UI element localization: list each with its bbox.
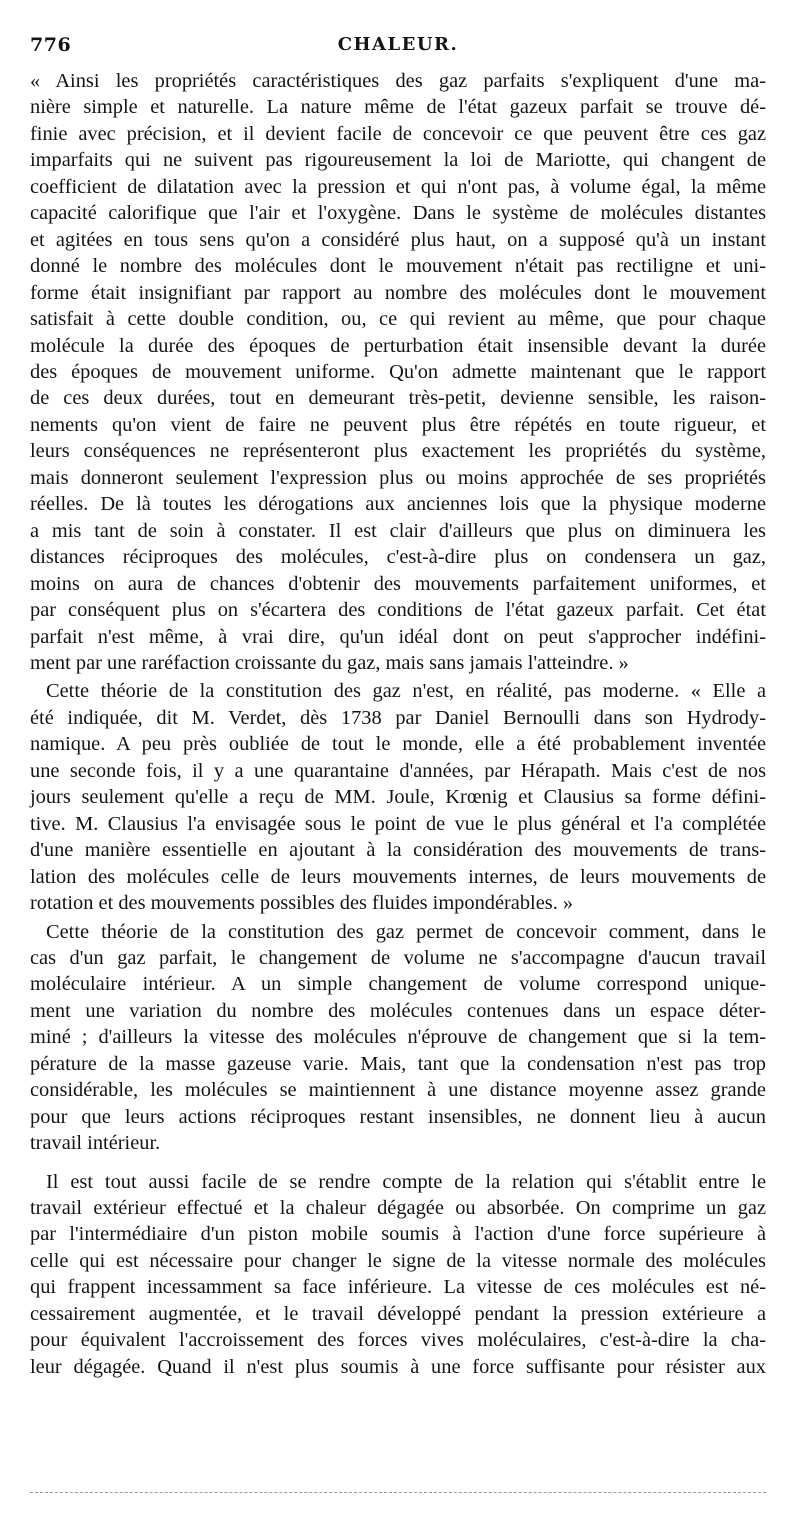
text-line: jours seulement qu'elle a reçu de MM. Joule, Krœnig et Clausius sa forme défini- bbox=[30, 786, 766, 809]
text-line: nements qu'on vient de faire ne peuvent plus être répétés en toute rigueur, et bbox=[30, 413, 766, 436]
text-line: tive. M. Clausius l'a envisagée sous le point de vue le plus général et l'a complétée bbox=[30, 812, 766, 835]
text-line: distances réciproques des molécules, c'est-à-dire plus on condensera un gaz, bbox=[30, 546, 766, 569]
text-line: ment par une raréfaction croissante du gaz, mais sans jamais l'atteindre. » bbox=[30, 651, 629, 674]
paragraph-3 bbox=[30, 919, 766, 1157]
text-line: cas d'un gaz parfait, le changement de volume ne s'accompagne d'aucun travail bbox=[30, 946, 766, 969]
text-line: travail extérieur effectué et la chaleur dégagée ou absorbée. On comprime un gaz bbox=[30, 1197, 766, 1220]
text-line: capacité calorifique que l'air et l'oxygène. Dans le système de molécules distantes bbox=[30, 202, 766, 225]
paragraph-1 bbox=[30, 68, 766, 676]
text-line: Cette théorie de la constitution des gaz n'est, en réalité, pas moderne. « Elle a bbox=[46, 680, 766, 703]
text-line: réelles. De là toutes les dérogations aux anciennes lois que la physique moderne bbox=[30, 493, 766, 516]
text-line: donné le nombre des molécules dont le mouvement n'était pas rectiligne et uni- bbox=[30, 255, 766, 278]
paragraph-4 bbox=[30, 1169, 766, 1381]
text-line: d'une manière essentielle en ajoutant à la considération des mouvements de trans- bbox=[30, 839, 766, 862]
text-line: miné ; d'ailleurs la vitesse des molécules n'éprouve de changement que si la tem- bbox=[30, 1026, 766, 1049]
text-line: Cette théorie de la constitution des gaz permet de concevoir comment, dans le bbox=[46, 920, 766, 943]
text-line: cessairement augmentée, et le travail développé pendant la pression extérieure a bbox=[30, 1302, 766, 1325]
text-line: satisfait à cette double condition, ou, ce qui revient au même, que pour chaque bbox=[30, 308, 766, 331]
text-line: travail intérieur. bbox=[30, 1132, 161, 1155]
text-line: ment une variation du nombre des molécules contenues dans un espace déter- bbox=[30, 999, 766, 1022]
text-line: leurs conséquences ne représenteront plus exactement les propriétés du système, bbox=[30, 440, 766, 463]
text-line: finie avec précision, et il devient facile de concevoir ce que peuvent être ces gaz bbox=[30, 122, 766, 145]
text-line: nière simple et naturelle. La nature même de l'état gazeux parfait se trouve dé- bbox=[30, 96, 766, 119]
text-line: par l'intermédiaire d'un piston mobile soumis à l'action d'une force supérieure à bbox=[30, 1223, 766, 1246]
text-line: une seconde fois, il y a une quarantaine d'années, par Hérapath. Mais c'est de nos bbox=[30, 759, 766, 782]
text-line: moins on aura de chances d'obtenir des mouvements parfaitement uniformes, et bbox=[30, 572, 766, 595]
text-line: celle qui est nécessaire pour changer le signe de la vitesse normale des molécules bbox=[30, 1249, 766, 1272]
text-line: été indiquée, dit M. Verdet, dès 1738 par Daniel Bernoulli dans son Hydrody- bbox=[30, 706, 766, 729]
body-text bbox=[30, 68, 766, 1380]
text-line: par conséquent plus on s'écartera des conditions de l'état gazeux parfait. Cet état bbox=[30, 599, 766, 622]
text-line: Il est tout aussi facile de se rendre compte de la relation qui s'établit entre le bbox=[46, 1170, 766, 1193]
text-line: et agitées en tous sens qu'on a considéré plus haut, on a supposé qu'à un instant bbox=[30, 228, 766, 251]
text-line: considérable, les molécules se maintiennent à une distance moyenne assez grande bbox=[30, 1079, 766, 1102]
text-line: de ces deux durées, tout en demeurant très-petit, devienne sensible, les raison- bbox=[30, 387, 766, 410]
text-line: namique. A peu près oubliée de tout le monde, elle a été probablement inventée bbox=[30, 733, 766, 756]
text-line: pour équivalent l'accroissement des forces vives moléculaires, c'est-à-dire la cha- bbox=[30, 1329, 766, 1352]
page-number: 776 bbox=[30, 34, 72, 56]
text-line: qui frappent incessamment sa face inférieure. La vitesse de ces molécules est né- bbox=[30, 1276, 766, 1299]
text-line: leur dégagée. Quand il n'est plus soumis à une force suffisante pour résister aux bbox=[30, 1355, 766, 1378]
footer-divider bbox=[30, 1492, 766, 1493]
page-header bbox=[30, 34, 766, 58]
running-head: CHALEUR. bbox=[337, 34, 459, 55]
text-line: pérature de la masse gazeuse varie. Mais, tant que la condensation n'est pas trop bbox=[30, 1052, 766, 1075]
text-line: pour que leurs actions réciproques restant insensibles, ne donnent lieu à aucun bbox=[30, 1105, 766, 1128]
text-line: lation des molécules celle de leurs mouvements internes, de leurs mouvements de bbox=[30, 865, 766, 888]
text-line: des époques de mouvement uniforme. Qu'on admette maintenant que le rapport bbox=[30, 360, 766, 383]
text-line: a mis tant de soin à constater. Il est clair d'ailleurs que plus on diminuera les bbox=[30, 519, 766, 542]
text-line: molécule la durée des époques de perturbation était insensible devant la durée bbox=[30, 334, 766, 357]
text-line: « Ainsi les propriétés caractéristiques des gaz parfaits s'expliquent d'une ma- bbox=[30, 70, 766, 92]
text-line: rotation et des mouvements possibles des fluides impondérables. » bbox=[30, 892, 574, 915]
text-line: parfait n'est même, à vrai dire, qu'un idéal dont on peut s'approcher indéfini- bbox=[30, 625, 766, 648]
text-line: moléculaire intérieur. A un simple changement de volume correspond unique- bbox=[30, 973, 766, 996]
paragraph-2 bbox=[30, 678, 766, 916]
text-line: imparfaits qui ne suivent pas rigoureusement la loi de Mariotte, qui changent de bbox=[30, 149, 766, 172]
text-line: mais donneront seulement l'expression plus ou moins approchée de ses propriétés bbox=[30, 466, 766, 489]
text-line: forme était insignifiant par rapport au nombre des molécules dont le mouvement bbox=[30, 281, 766, 304]
text-line: coefficient de dilatation avec la pression et qui n'ont pas, à volume égal, la même bbox=[30, 175, 766, 198]
